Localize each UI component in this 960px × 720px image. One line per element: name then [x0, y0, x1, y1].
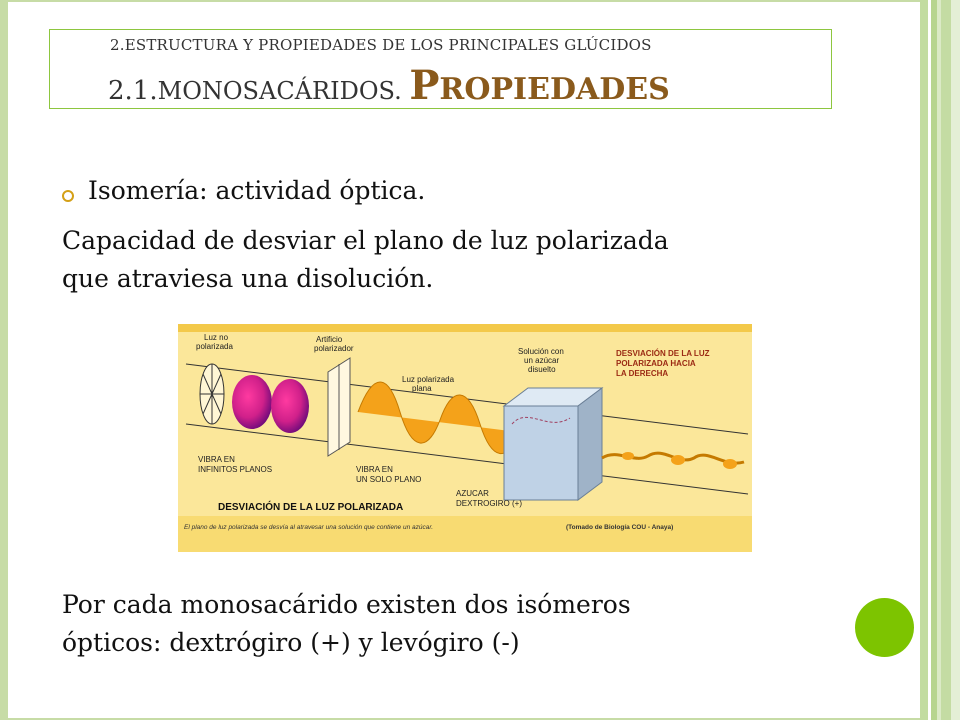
paragraph-line: Capacidad de desviar el plano de luz polarizada — [62, 226, 669, 255]
label-un-azucar: un azúcar — [524, 356, 560, 365]
right-stripe-4 — [941, 0, 951, 720]
label-vibra-solo-1: VIBRA EN — [356, 465, 393, 474]
slide-title — [108, 62, 670, 109]
slide-frame-top — [0, 0, 920, 2]
paragraph-capacidad — [62, 222, 822, 298]
label-desviacion-3: LA DERECHA — [616, 369, 669, 378]
deviated-blob-3 — [723, 459, 737, 469]
title-monosacaridos: MONOSACÁRIDOS. — [157, 77, 410, 105]
label-disuelto: disuelto — [528, 365, 556, 374]
label-solucion: Solución con — [518, 347, 564, 356]
label-polarizada: polarizada — [196, 342, 233, 351]
label-luz-polarizada: Luz polarizada — [402, 375, 455, 384]
label-azucar: AZUCAR — [456, 489, 489, 498]
right-stripe-1 — [920, 0, 928, 720]
figure-top-band — [178, 324, 752, 332]
title-number: 2.1. — [108, 76, 158, 106]
solution-cube — [504, 388, 602, 500]
figure-banner: DESVIACIÓN DE LA LUZ POLARIZADA — [218, 502, 404, 513]
label-vibra-infinitos-1: VIBRA EN — [198, 455, 235, 464]
label-polarizador: polarizador — [314, 344, 354, 353]
ring-bullet-icon — [62, 190, 74, 202]
polarized-light-figure — [178, 324, 752, 552]
title-box — [49, 29, 832, 109]
unpolarized-light-icon — [200, 364, 224, 424]
light-disc-2 — [271, 379, 309, 433]
label-vibra-infinitos-2: INFINITOS PLANOS — [198, 465, 273, 474]
label-dextrogiro: DEXTROGIRO (+) — [456, 499, 523, 508]
bullet-text: Isomería: actividad óptica. — [88, 176, 426, 205]
paragraph-line: que atraviesa una disolución. — [62, 264, 434, 293]
label-vibra-solo-2: UN SOLO PLANO — [356, 475, 422, 484]
paragraph-isomeros — [62, 586, 822, 662]
paragraph-line: ópticos: dextrógiro (+) y levógiro (-) — [62, 628, 520, 657]
figure-caption: El plano de luz polarizada se desvía al atravesar una solución que contiene un azúcar. — [184, 524, 434, 531]
label-plana: plana — [412, 384, 432, 393]
section-heading: 2.ESTRUCTURA Y PROPIEDADES DE LOS PRINCIPALES GLÚCIDOS — [110, 36, 652, 54]
label-luz-no: Luz no — [204, 333, 229, 342]
title-rest: ROPIEDADES — [439, 72, 670, 107]
figure-credit: (Tomado de Biología COU - Anaya) — [566, 524, 674, 531]
caption-band — [178, 516, 752, 552]
paragraph-line: Por cada monosacárido existen dos isómeros — [62, 590, 631, 619]
decorative-green-dot — [855, 598, 914, 657]
slide-frame-left — [0, 0, 8, 720]
label-artificio: Artificio — [316, 335, 343, 344]
label-desviacion-1: DESVIACIÓN DE LA LUZ — [616, 349, 710, 358]
label-desviacion-2: POLARIZADA HACIA — [616, 359, 696, 368]
light-disc-1 — [232, 375, 272, 429]
deviated-blob-1 — [622, 452, 634, 460]
title-initial: P — [409, 62, 440, 109]
right-stripe-5 — [951, 0, 960, 720]
deviated-blob-2 — [671, 455, 685, 465]
